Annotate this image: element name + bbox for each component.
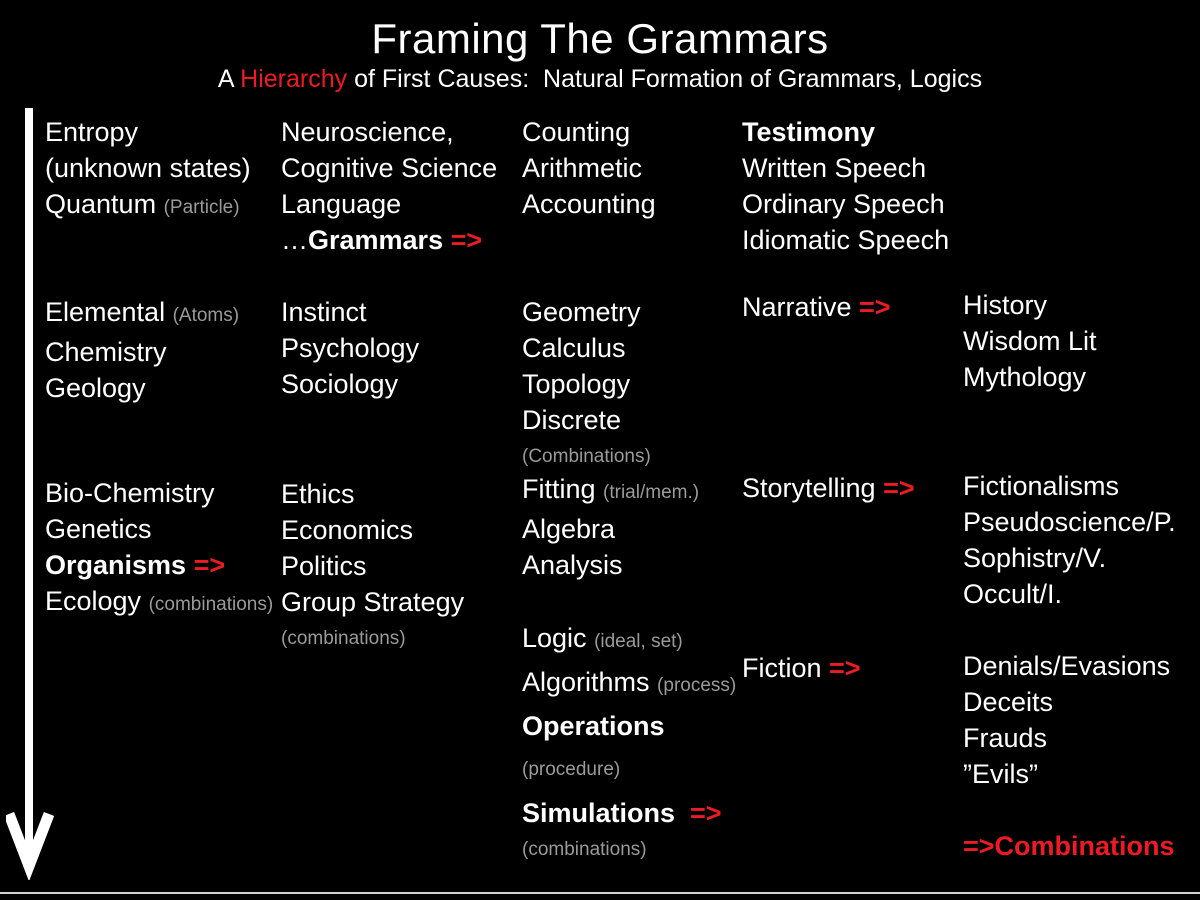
text-run: Quantum bbox=[45, 189, 164, 219]
text-run: Genetics bbox=[45, 514, 152, 544]
text-run: (Particle) bbox=[163, 197, 240, 218]
text-line bbox=[963, 287, 1097, 323]
text-run: Geometry bbox=[522, 297, 641, 327]
text-line bbox=[742, 650, 861, 686]
text-run: Fitting bbox=[522, 474, 604, 504]
text-line bbox=[45, 547, 273, 583]
text-line bbox=[522, 795, 722, 831]
text-line bbox=[45, 150, 251, 186]
text-line bbox=[45, 186, 251, 226]
text-run: Written Speech bbox=[742, 153, 927, 183]
text-line bbox=[522, 114, 656, 150]
group-narrative bbox=[742, 289, 891, 325]
text-run: Politics bbox=[281, 551, 367, 581]
page-title: Framing The Grammars bbox=[371, 15, 829, 62]
text-line bbox=[45, 334, 239, 370]
text-line bbox=[742, 114, 949, 150]
text-line bbox=[45, 294, 239, 334]
text-run: … bbox=[281, 225, 308, 255]
group-denials bbox=[963, 648, 1170, 792]
text-run: (procedure) bbox=[522, 759, 621, 780]
text-line bbox=[963, 648, 1170, 684]
text-run: (combinations) bbox=[281, 628, 406, 649]
text-run: (Atoms) bbox=[172, 305, 240, 326]
text-run: Elemental bbox=[45, 297, 173, 327]
text-line bbox=[522, 662, 736, 706]
text-run: Ecology bbox=[45, 586, 149, 616]
group-storytelling bbox=[742, 470, 915, 506]
text-run: (trial/mem.) bbox=[603, 482, 700, 503]
text-line bbox=[522, 330, 651, 366]
page-subtitle bbox=[0, 64, 1200, 94]
text-run: Counting bbox=[522, 117, 631, 147]
text-line bbox=[522, 706, 736, 746]
text-run: Cognitive Science bbox=[281, 153, 498, 183]
text-run: (combinations) bbox=[148, 594, 274, 615]
text-run: Wisdom Lit bbox=[963, 326, 1097, 356]
text-line bbox=[963, 756, 1170, 792]
red-arrow-text: => bbox=[829, 653, 861, 683]
group-combinations-result bbox=[963, 828, 1175, 864]
group-geometry bbox=[522, 294, 651, 472]
text-run: Occult/I. bbox=[963, 579, 1063, 609]
text-line bbox=[45, 114, 251, 150]
text-line bbox=[281, 366, 419, 402]
group-simulations bbox=[522, 795, 722, 865]
subtitle-suffix: of First Causes: Natural Formation of Grammars, Logics bbox=[347, 65, 983, 93]
text-line bbox=[522, 618, 736, 662]
text-run: Fiction bbox=[742, 653, 830, 683]
text-run: Arithmetic bbox=[522, 153, 643, 183]
text-run: Organisms bbox=[45, 550, 194, 580]
group-counting bbox=[522, 114, 656, 222]
bottom-divider bbox=[0, 892, 1200, 894]
text-run: Neuroscience, bbox=[281, 117, 454, 147]
text-line bbox=[281, 512, 464, 548]
text-run: Logic bbox=[522, 623, 595, 653]
red-arrow-text: =>Combinations bbox=[963, 831, 1175, 861]
red-arrow-text: => bbox=[690, 798, 722, 828]
group-history bbox=[963, 287, 1097, 395]
text-run: Pseudoscience/P. bbox=[963, 507, 1176, 537]
group-bio-chemistry bbox=[45, 475, 273, 623]
text-run: Algebra bbox=[522, 514, 616, 544]
text-run: History bbox=[963, 290, 1048, 320]
text-run: Analysis bbox=[522, 550, 623, 580]
group-neuroscience bbox=[281, 114, 497, 258]
text-line bbox=[963, 540, 1176, 576]
text-line bbox=[281, 186, 497, 222]
text-line bbox=[281, 584, 464, 620]
group-testimony bbox=[742, 114, 949, 258]
text-run: Topology bbox=[522, 369, 631, 399]
text-run: Instinct bbox=[281, 297, 367, 327]
group-elemental bbox=[45, 294, 239, 406]
text-run: Simulations bbox=[522, 798, 691, 828]
text-run: (unknown states) bbox=[45, 153, 251, 183]
text-run: Sociology bbox=[281, 369, 399, 399]
text-line bbox=[522, 186, 656, 222]
subtitle-highlight: Hierarchy bbox=[240, 65, 348, 93]
text-run: Frauds bbox=[963, 723, 1048, 753]
text-line bbox=[522, 366, 651, 402]
subtitle-prefix: A bbox=[217, 65, 241, 93]
group-entropy-quantum bbox=[45, 114, 251, 226]
text-run: Calculus bbox=[522, 333, 626, 363]
text-line bbox=[963, 323, 1097, 359]
text-line bbox=[281, 294, 419, 330]
red-arrow-text: => bbox=[859, 292, 891, 322]
text-line bbox=[522, 438, 651, 472]
text-run: Accounting bbox=[522, 189, 656, 219]
text-run: Deceits bbox=[963, 687, 1054, 717]
text-run: Denials/Evasions bbox=[963, 651, 1171, 681]
text-line bbox=[963, 828, 1175, 864]
text-run: Bio-Chemistry bbox=[45, 478, 215, 508]
text-run: Psychology bbox=[281, 333, 420, 363]
text-run: Testimony bbox=[742, 117, 876, 147]
text-line bbox=[742, 470, 915, 506]
text-line bbox=[963, 684, 1170, 720]
text-run: Sophistry/V. bbox=[963, 543, 1107, 573]
text-line bbox=[742, 150, 949, 186]
text-line bbox=[281, 150, 497, 186]
text-run: Ordinary Speech bbox=[742, 189, 945, 219]
text-run: Narrative bbox=[742, 292, 860, 322]
text-line bbox=[281, 330, 419, 366]
text-line bbox=[522, 471, 699, 511]
text-run: Operations bbox=[522, 711, 665, 741]
text-run: Chemistry bbox=[45, 337, 167, 367]
text-run: Mythology bbox=[963, 362, 1087, 392]
text-run: Fictionalisms bbox=[963, 471, 1120, 501]
text-line bbox=[281, 222, 497, 258]
text-line bbox=[45, 370, 239, 406]
text-run: (process) bbox=[657, 675, 737, 696]
text-run: Language bbox=[281, 189, 402, 219]
text-line bbox=[963, 720, 1170, 756]
text-run: Geology bbox=[45, 373, 146, 403]
text-run: Algorithms bbox=[522, 667, 658, 697]
text-line bbox=[281, 548, 464, 584]
text-line bbox=[281, 114, 497, 150]
group-fictionalisms bbox=[963, 468, 1176, 612]
text-line bbox=[281, 620, 464, 654]
red-arrow-text: => bbox=[883, 473, 915, 503]
text-run: (Combinations) bbox=[522, 446, 651, 467]
text-run: Discrete bbox=[522, 405, 622, 435]
text-line bbox=[522, 511, 699, 547]
text-line bbox=[522, 402, 651, 438]
text-run: Storytelling bbox=[742, 473, 884, 503]
group-instinct bbox=[281, 294, 419, 402]
text-line bbox=[522, 150, 656, 186]
text-run: Group Strategy bbox=[281, 587, 465, 617]
text-run: ”Evils” bbox=[963, 759, 1038, 789]
text-line bbox=[963, 576, 1176, 612]
group-fiction bbox=[742, 650, 861, 686]
group-fitting bbox=[522, 471, 699, 583]
text-run: Economics bbox=[281, 515, 414, 545]
text-line bbox=[963, 504, 1176, 540]
text-line bbox=[742, 186, 949, 222]
group-logic bbox=[522, 618, 736, 790]
group-ethics bbox=[281, 476, 464, 654]
text-line bbox=[522, 746, 736, 790]
text-line bbox=[742, 222, 949, 258]
text-line bbox=[281, 476, 464, 512]
text-line bbox=[45, 475, 273, 511]
text-line bbox=[522, 831, 722, 865]
text-run: Idiomatic Speech bbox=[742, 225, 950, 255]
text-line bbox=[963, 359, 1097, 395]
text-run: (combinations) bbox=[522, 839, 647, 860]
text-line bbox=[963, 468, 1176, 504]
text-line bbox=[522, 547, 699, 583]
text-run: Ethics bbox=[281, 479, 355, 509]
text-line bbox=[742, 289, 891, 325]
text-run: Entropy bbox=[45, 117, 139, 147]
red-arrow-text: => bbox=[193, 550, 226, 580]
text-line bbox=[45, 583, 273, 623]
text-line bbox=[522, 294, 651, 330]
red-arrow-text: => bbox=[450, 225, 483, 255]
text-run: (ideal, set) bbox=[594, 631, 683, 652]
text-line bbox=[45, 511, 273, 547]
text-run: Grammars bbox=[308, 225, 451, 255]
